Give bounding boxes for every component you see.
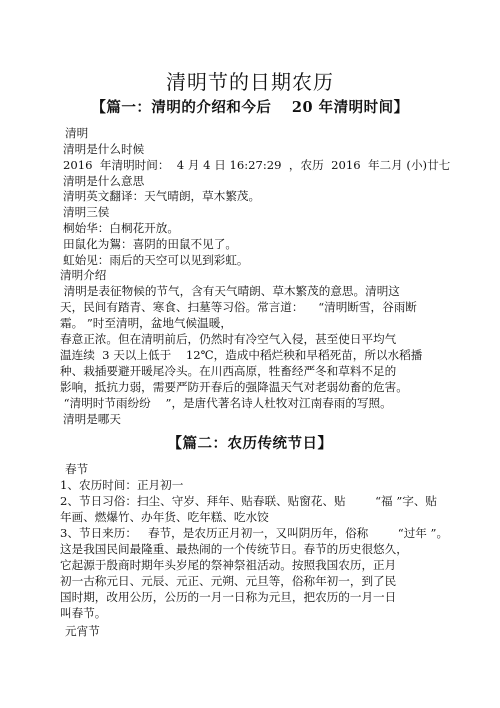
section-2-heading: 【篇二：农历传统节日】 bbox=[167, 435, 333, 452]
section-1-line: 清明介绍 bbox=[60, 268, 107, 282]
section-2-line: 年画、燃爆竹、办年货、吃年糕、吃水饺 bbox=[60, 510, 269, 524]
document-title: 清明节的日期农历 bbox=[166, 70, 334, 94]
section-1-line: “清明时节雨纷纷 ”，是唐代著名诗人杜牧对江南春雨的写照。 bbox=[60, 396, 392, 410]
section-2-line: 初一古称元日、元辰、元正、元朔、元旦等，俗称年初一，到了民 bbox=[60, 574, 397, 588]
section-1-line: 清明英文翻译：天气晴朗，草木繁茂。 bbox=[63, 189, 261, 203]
section-2-line: 3、节日来历： 春节，是农历正月初一，又叫阴历年，俗称 “过年 ”。 bbox=[60, 526, 449, 540]
section-1-line: 温连续 3 天以上低于 12℃，造成中稻烂秧和早稻死苗，所以水稻播 bbox=[60, 348, 423, 362]
section-1-line: 虹始见：雨后的天空可以见到彩虹。 bbox=[63, 253, 249, 267]
section-2-line: 春节 bbox=[65, 462, 89, 476]
section-2-line: 元宵节 bbox=[65, 624, 100, 638]
section-1-line: 清明是什么意思 bbox=[63, 174, 145, 188]
section-2-line: 国时期，改用公历，公历的一月一日称为元旦，把农历的一月一日 bbox=[60, 590, 397, 604]
section-1-line: 清明是什么时候 bbox=[63, 142, 145, 156]
section-1-line: 种、栽插要避开暖尾冷头。在川西高原，牲畜经严冬和草料不足的 bbox=[60, 364, 397, 378]
section-1-line: 清明是表征物候的节气，含有天气晴朗、草木繁茂的意思。清明这 bbox=[60, 284, 400, 298]
section-1-line: 霜。 ”时至清明，盆地气候温暖， bbox=[60, 316, 232, 330]
section-2-line: 这是我国民间最隆重、最热闹的一个传统节日。春节的历史很悠久， bbox=[60, 542, 408, 556]
section-1-line: 清明 bbox=[65, 126, 89, 140]
section-1-line: 桐始华：白桐花开放。 bbox=[63, 221, 179, 235]
section-2-line: 2、节日习俗：扫尘、守岁、拜年、贴春联、贴窗花、贴 “福 ”字、贴 bbox=[60, 494, 438, 508]
section-2-line: 叫春节。 bbox=[60, 606, 107, 620]
section-1-line: 影响，抵抗力弱，需要严防开春后的强降温天气对老弱幼畜的危害。 bbox=[60, 380, 408, 394]
section-2-line: 它起源于殷商时期年头岁尾的祭神祭祖活动。按照我国农历，正月 bbox=[60, 558, 397, 572]
section-1-line: 春意正浓。但在清明前后，仍然时有冷空气入侵，甚至使日平均气 bbox=[60, 332, 397, 346]
section-1-line: 清明是哪天 bbox=[63, 412, 121, 426]
section-1-line: 天，民间有踏青、寒食、扫墓等习俗。常言道： “清明断雪，谷雨断 bbox=[60, 300, 417, 314]
section-1-line: 田鼠化为鴽：喜阴的田鼠不见了。 bbox=[63, 237, 237, 251]
section-2-line: 1、农历时间：正月初一 bbox=[60, 478, 184, 492]
section-1-heading: 【篇一：清明的介绍和今后 20 年清明时间】 bbox=[91, 99, 409, 116]
section-1-line: 2016 年清明时间： 4 月 4 日 16:27:29 ，农历 2016 年二月 (小)廿七 bbox=[63, 158, 451, 172]
section-1-line: 清明三侯 bbox=[63, 205, 110, 219]
